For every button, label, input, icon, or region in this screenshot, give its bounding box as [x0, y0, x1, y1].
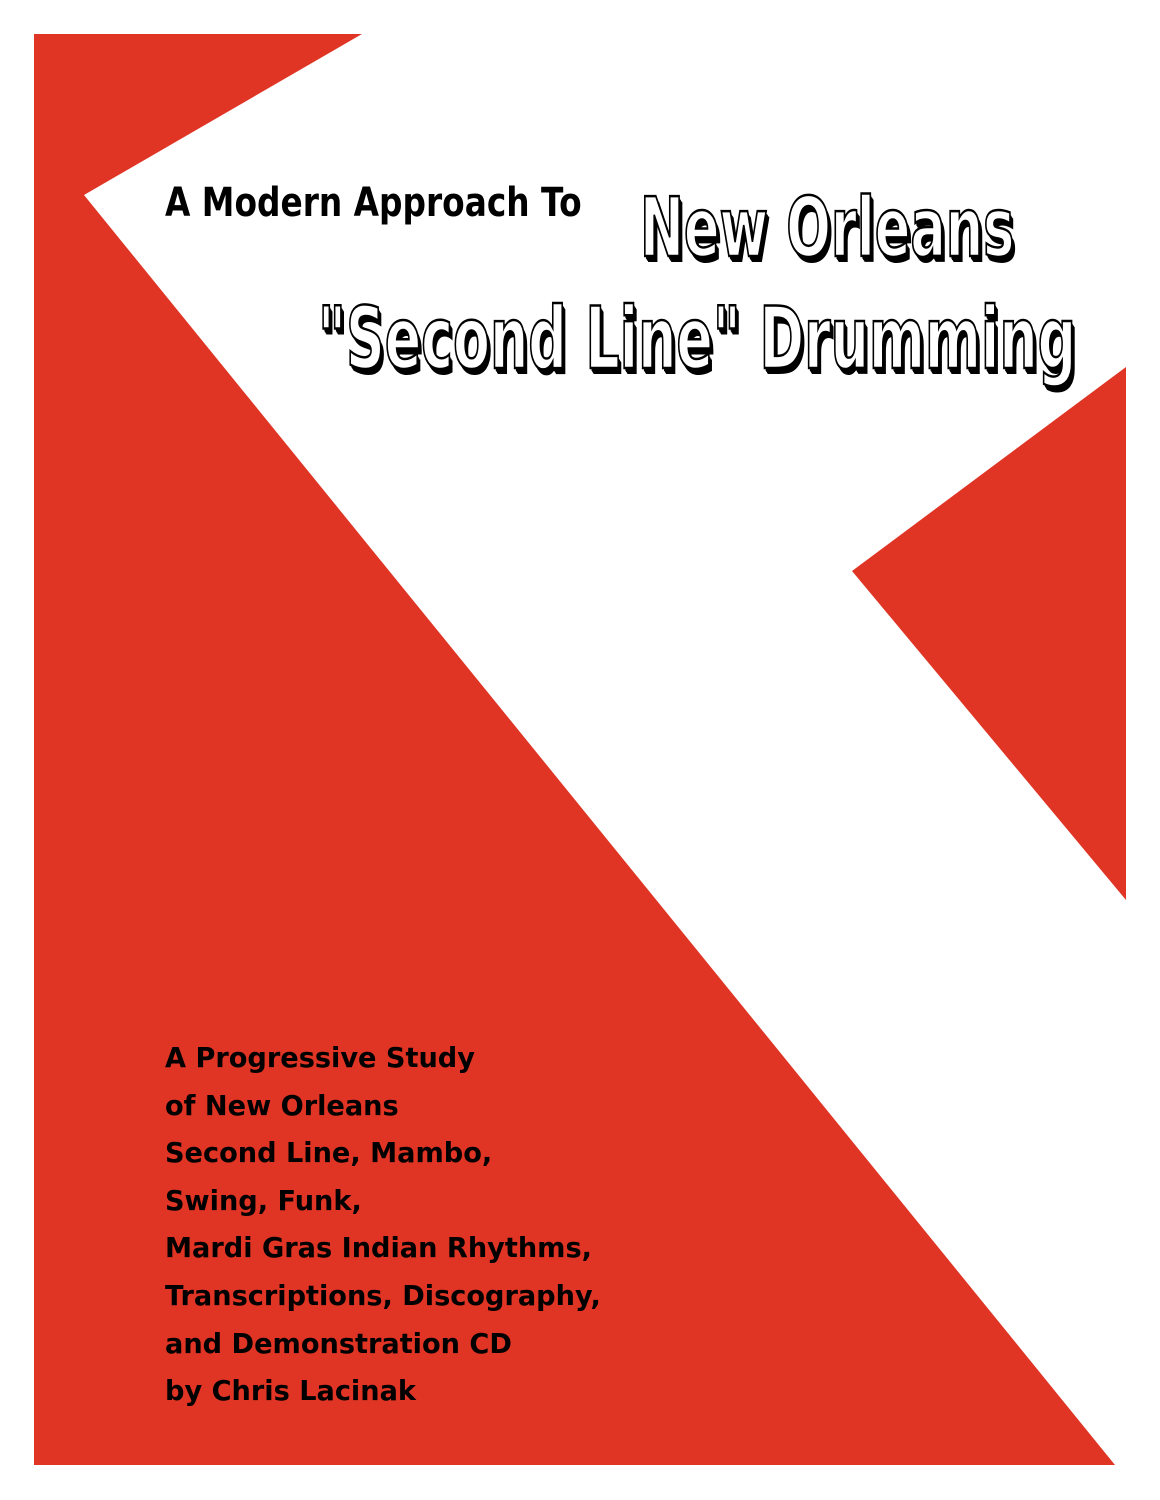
red-right-triangle — [852, 367, 1126, 900]
title-line-2: "Second Line" Drumming — [318, 289, 1077, 389]
title-line-1: New Orleans — [640, 181, 1015, 276]
description-line: of New Orleans — [165, 1088, 399, 1122]
description-line: Transcriptions, Discography, — [165, 1278, 601, 1312]
description-line: and Demonstration CD — [165, 1326, 512, 1360]
description-list — [165, 1034, 614, 1415]
description-line: Second Line, Mambo, — [165, 1136, 493, 1170]
description-line: A Progressive Study — [165, 1041, 475, 1074]
description-line: Mardi Gras Indian Rhythms, — [165, 1231, 592, 1265]
title-prefix: A Modern Approach To — [165, 180, 582, 226]
author-line: by Chris Lacinak — [165, 1374, 416, 1408]
description-line: Swing, Funk, — [165, 1183, 362, 1217]
